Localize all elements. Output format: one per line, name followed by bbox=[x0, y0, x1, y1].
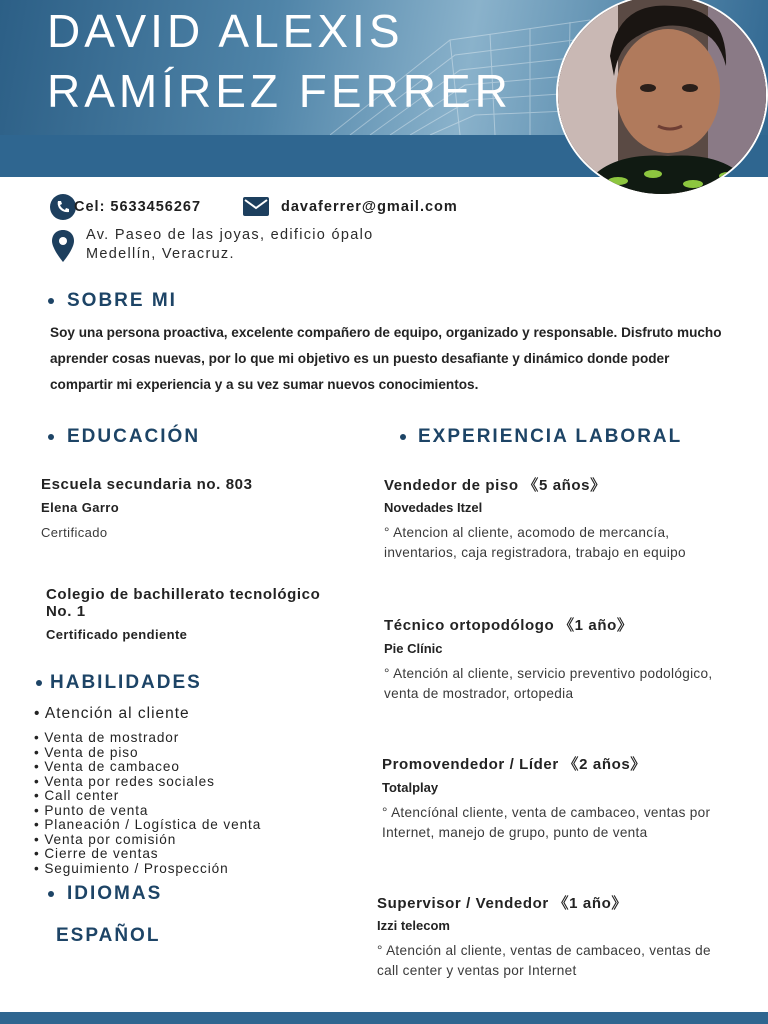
skill-item: • Planeación / Logística de venta bbox=[34, 817, 262, 832]
skill-item: • Venta por comisión bbox=[34, 831, 177, 847]
about-text: Soy una persona proactiva, excelente compañero de equipo, organizado y responsable. Disfruto mucho aprender cosas nuevas, por lo que mi objetivo es un puesto desafiante y dinámico donde poder compartir mi experiencia y a su vez sumar nuevos conocimientos. bbox=[50, 325, 722, 392]
email-contact bbox=[243, 197, 458, 216]
profile-photo bbox=[556, 0, 768, 196]
education-school-2 bbox=[46, 586, 320, 620]
name-line-1: DAVID ALEXIS bbox=[47, 5, 404, 57]
job-company-2: Pie Clínic bbox=[384, 641, 443, 656]
job-desc-1 bbox=[384, 523, 744, 563]
job-desc-1-line-1: ° Atencion al cliente, acomodo de mercancía, bbox=[384, 525, 670, 540]
skill-item: • Venta de mostrador bbox=[34, 730, 180, 745]
job-desc-4 bbox=[377, 941, 737, 981]
job-title-4: Supervisor / Vendedor 《1 año》 bbox=[377, 895, 627, 912]
skill-item: • Cierre de ventas bbox=[34, 846, 159, 861]
skill-main: • Atención al cliente bbox=[34, 705, 190, 722]
job-desc-2-line-2: venta de mostrador, ortopedia bbox=[384, 686, 574, 701]
skill-item: • Call center bbox=[34, 788, 120, 803]
section-bullet bbox=[36, 680, 42, 686]
job-desc-1-line-2: inventarios, caja registradora, trabajo en equipo bbox=[384, 545, 686, 560]
address-line-1: Av. Paseo de las joyas, edificio ópalo bbox=[86, 227, 374, 243]
education-school-2-line-2: No. 1 bbox=[46, 603, 86, 620]
job-title-2: Técnico ortopodólogo 《1 año》 bbox=[384, 617, 633, 634]
skill-item: • Punto de venta bbox=[34, 802, 149, 818]
skill-item: • Venta por redes sociales bbox=[34, 773, 215, 789]
about-title: SOBRE MI bbox=[67, 290, 177, 311]
section-bullet bbox=[48, 891, 54, 897]
phone-contact bbox=[50, 194, 201, 220]
job-company-1: Novedades Itzel bbox=[384, 500, 483, 515]
job-company-4: Izzi telecom bbox=[377, 918, 450, 933]
job-desc-4-line-2: call center y ventas por Internet bbox=[377, 963, 577, 978]
address bbox=[86, 226, 373, 264]
map-pin-icon bbox=[52, 230, 74, 262]
skill-item: • Venta de piso bbox=[34, 744, 139, 760]
footer-bar bbox=[0, 1012, 768, 1024]
email-address[interactable]: davaferrer@gmail.com bbox=[281, 198, 458, 215]
phone-number[interactable]: Cel: 5633456267 bbox=[74, 199, 202, 215]
education-status-2: Certificado pendiente bbox=[46, 627, 188, 642]
skills-list bbox=[34, 731, 261, 876]
job-title-3: Promovendedor / Líder 《2 años》 bbox=[382, 756, 646, 773]
job-desc-3 bbox=[382, 803, 742, 843]
section-bullet bbox=[48, 298, 54, 304]
education-subtitle-1: Elena Garro bbox=[41, 500, 120, 515]
job-desc-4-line-1: ° Atención al cliente, ventas de cambaceo, ventas de bbox=[377, 943, 711, 958]
language-item: ESPAÑOL bbox=[56, 925, 161, 946]
education-school-2-line-1: Colegio de bachillerato tecnológico bbox=[46, 586, 321, 603]
phone-icon bbox=[50, 194, 76, 220]
envelope-icon bbox=[243, 197, 269, 216]
education-school-1: Escuela secundaria no. 803 bbox=[41, 476, 253, 493]
languages-title: IDIOMAS bbox=[67, 883, 163, 904]
skill-item: • Seguimiento / Prospección bbox=[34, 860, 229, 876]
name-line-2: RAMÍREZ FERRER bbox=[47, 65, 512, 117]
experience-title: EXPERIENCIA LABORAL bbox=[418, 426, 683, 447]
job-desc-2 bbox=[384, 664, 744, 704]
job-company-3: Totalplay bbox=[382, 780, 439, 795]
job-title-1: Vendedor de piso 《5 años》 bbox=[384, 477, 606, 494]
section-bullet bbox=[400, 434, 406, 440]
skill-item: • Venta de cambaceo bbox=[34, 759, 180, 774]
section-bullet bbox=[48, 434, 54, 440]
job-desc-3-line-2: Internet, manejo de grupo, punto de venta bbox=[382, 825, 648, 840]
skills-title: HABILIDADES bbox=[50, 672, 202, 693]
address-line-2: Medellín, Veracruz. bbox=[86, 246, 235, 262]
portrait-image bbox=[558, 0, 768, 196]
job-desc-3-line-1: ° Atencíónal cliente, venta de cambaceo, ventas por bbox=[382, 805, 711, 820]
education-title: EDUCACIÓN bbox=[67, 426, 201, 447]
job-desc-2-line-1: ° Atención al cliente, servicio preventivo podológico, bbox=[384, 666, 713, 681]
education-status-1: Certificado bbox=[41, 525, 108, 540]
